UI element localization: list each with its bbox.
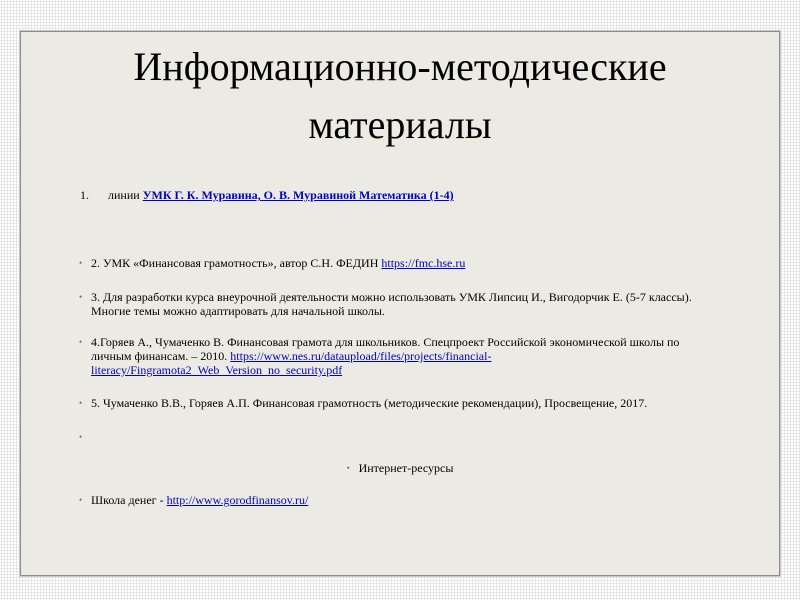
bullet-icon: •	[79, 398, 83, 408]
fmc-hse-link[interactable]: https://fmc.hse.ru	[381, 256, 466, 270]
umk-muravina-link[interactable]: УМК Г. К. Муравина, О. В. Муравиной Математика (1-4)	[142, 188, 454, 202]
list-item-text	[91, 256, 729, 270]
bullet-icon: •	[79, 292, 83, 302]
bullet-icon: •	[346, 463, 350, 473]
internet-resources-inner	[347, 461, 454, 475]
list-item-text	[108, 188, 454, 202]
title-line-1: Информационно-методические	[133, 44, 667, 89]
school-text: Школа денег -	[91, 493, 167, 507]
item5-text: 5. Чумаченко В.В., Горяев А.П. Финансовая грамотность (методические рекомендации), Просвещение, 2017.	[91, 396, 648, 410]
item4-line1: 4.Горяев А., Чумаченко В. Финансовая грамота для школьников. Спецпроект Российской экономической школы по	[91, 335, 680, 349]
list-item-1	[80, 188, 454, 202]
item4-line2-text: личным финансам. – 2010.	[91, 349, 231, 363]
bullet-icon: •	[79, 495, 83, 505]
list-item-text	[91, 290, 729, 318]
title-line-2: материалы	[308, 102, 492, 147]
slide	[20, 31, 780, 576]
list-item-3	[79, 290, 729, 318]
list-item-text	[91, 335, 729, 377]
list-item-text	[91, 493, 729, 507]
list-item-2	[79, 256, 729, 270]
list-item-school	[79, 493, 729, 507]
item2-text: 2. УМК «Финансовая грамотность», автор С.Н. ФЕДИН	[91, 256, 382, 270]
item3-line2: Многие темы можно адаптировать для начальной школы.	[91, 304, 385, 318]
list-item-4	[79, 335, 729, 377]
item3-line1: 3. Для разработки курса внеурочной деятельности можно использовать УМК Липсиц И., Вигодорчик Е. (5-7 классы).	[91, 290, 692, 304]
internet-resources-heading: Интернет-ресурсы	[358, 461, 454, 475]
list-number: 1.	[80, 188, 89, 202]
slide-title	[21, 38, 779, 154]
internet-resources-heading-row	[21, 461, 779, 475]
bullet-icon: •	[79, 258, 83, 268]
list-item-5	[79, 396, 729, 410]
nes-link-part1[interactable]: https://www.nes.ru/dataupload/files/projects/financial-	[230, 349, 492, 363]
bullet-icon: •	[79, 432, 83, 442]
bullet-icon: •	[79, 337, 83, 347]
gorodfinansov-link[interactable]: http://www.gorodfinansov.ru/	[166, 493, 309, 507]
nes-link-part2[interactable]: literacy/Fingramota2_Web_Version_no_security.pdf	[91, 363, 343, 377]
list-item-prefix: линии	[108, 188, 143, 202]
